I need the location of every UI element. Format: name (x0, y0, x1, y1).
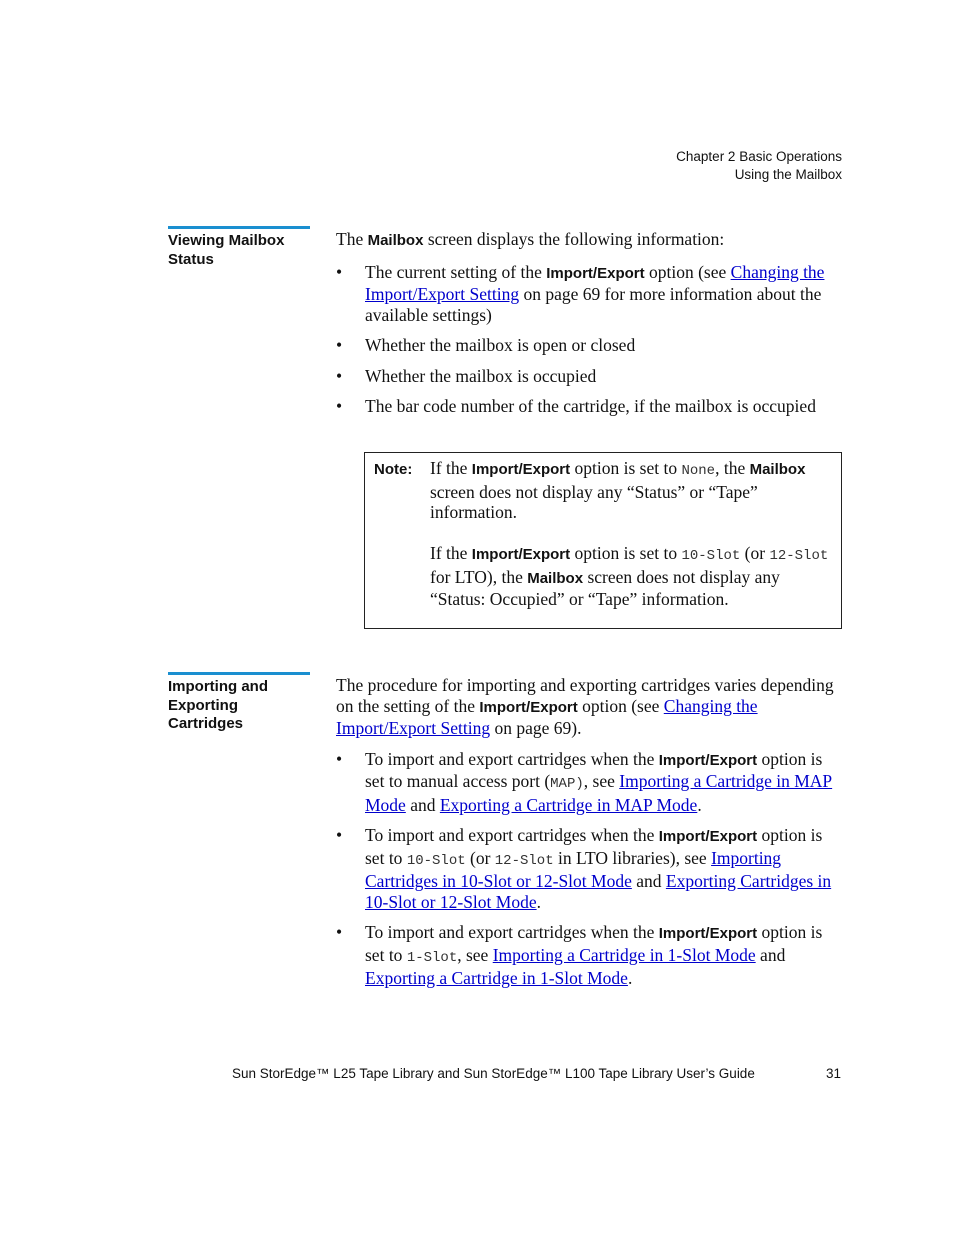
intro-paragraph (336, 229, 846, 252)
text: screen does not display any “Status” or “Tape” information. (430, 481, 758, 522)
text: option (see (577, 695, 664, 716)
text: option is set to manual access port ( (365, 748, 823, 791)
code-value: 12-Slot (769, 548, 829, 564)
bullet-list (336, 262, 846, 417)
note-label: Note: (374, 461, 413, 478)
text: To import and export cartridges when the (365, 748, 659, 769)
text: for LTO), the (430, 566, 528, 587)
text: , see (457, 944, 493, 965)
link-exporting-cartridge-map-mode[interactable]: Exporting a Cartridge in MAP Mode (439, 794, 698, 815)
text: If the (430, 458, 472, 478)
text: and (755, 944, 786, 965)
text: and (405, 794, 440, 815)
text: , the (715, 458, 750, 478)
text: and (631, 871, 666, 891)
text: The bar code number of the cartridge, if the mailbox is occupied (365, 396, 816, 416)
section-title: Using the Mailbox (734, 167, 842, 182)
text: The procedure for importing and exporting cartridges varies depending on the setting of the (336, 675, 834, 716)
text: option is set to (570, 458, 682, 478)
ui-term: Import/Export (658, 828, 758, 845)
text: option is set to (365, 922, 823, 965)
ui-term: Import/Export (471, 546, 571, 563)
code-value: 12-Slot (494, 852, 554, 869)
text: . (627, 968, 633, 988)
ui-term: Mailbox (527, 569, 584, 587)
text: on page 69). (490, 718, 582, 738)
link-importing-cartridge-map-mode[interactable]: Importing a Cartridge in MAP Mode (365, 771, 833, 815)
section-body-importing-exporting (336, 675, 846, 999)
bullet: • (336, 335, 343, 355)
text: screen displays the following information: (423, 229, 725, 249)
bullet: • (336, 261, 343, 282)
text: option is set to (570, 543, 682, 563)
section-heading-importing-exporting-cartridges: Importing and Exporting Cartridges (168, 672, 310, 734)
running-header (676, 148, 842, 184)
text: . (697, 794, 702, 815)
ui-term: Import/Export (471, 461, 571, 478)
list-item (336, 825, 846, 912)
ui-term: Import/Export (479, 698, 578, 716)
text: option (see (644, 261, 731, 282)
bullet: • (336, 922, 343, 942)
code-value: 1-Slot (406, 949, 458, 966)
note-paragraph (430, 543, 835, 610)
text: (or (465, 847, 495, 868)
text: Whether the mailbox is open or closed (365, 335, 636, 355)
code-value: None (681, 463, 716, 479)
note-box (364, 452, 842, 629)
text: Whether the mailbox is occupied (365, 365, 597, 386)
bullet: • (336, 365, 343, 386)
intro-paragraph (336, 675, 846, 739)
text: . (536, 891, 541, 912)
text: in LTO libraries), see (553, 847, 712, 868)
text: screen does not display any “Status: Occupied” or “Tape” information. (430, 566, 780, 609)
ui-term: Import/Export (658, 751, 758, 769)
bullet: • (336, 825, 343, 845)
note-text (430, 458, 835, 610)
ui-term: Mailbox (367, 232, 424, 249)
text: To import and export cartridges when the (365, 825, 659, 845)
list-item (336, 335, 846, 356)
link-importing-cartridges-10-12-slot[interactable]: Importing Cartridges in 10-Slot or 12-Slot Mode (365, 847, 782, 891)
bullet: • (336, 396, 343, 416)
list-item (336, 749, 846, 816)
page-number: 31 (825, 1066, 841, 1081)
text: on page 69 for more information about the available settings) (365, 284, 822, 325)
text: (or (740, 543, 770, 563)
text: , see (583, 771, 620, 791)
section-body-viewing-mailbox-status (336, 229, 846, 427)
link-changing-import-export-setting[interactable]: Changing the Import/Export Setting (365, 261, 825, 304)
text: If the (430, 543, 472, 563)
chapter-title: Chapter 2 Basic Operations (676, 149, 842, 164)
text: option is set to (365, 825, 823, 868)
section-heading-viewing-mailbox-status: Viewing Mailbox Status (168, 226, 310, 269)
link-importing-cartridge-1-slot[interactable]: Importing a Cartridge in 1-Slot Mode (492, 944, 756, 965)
link-exporting-cartridge-1-slot[interactable]: Exporting a Cartridge in 1-Slot Mode (365, 968, 628, 988)
text: The (336, 229, 368, 249)
code-value: MAP) (550, 776, 584, 792)
ui-term: Import/Export (546, 264, 645, 282)
list-item (336, 922, 846, 989)
code-value: 10-Slot (406, 852, 466, 869)
list-item (336, 396, 846, 417)
code-value: 10-Slot (681, 548, 741, 564)
ui-term: Import/Export (658, 925, 758, 942)
link-exporting-cartridges-10-12-slot[interactable]: Exporting Cartridges in 10-Slot or 12-Slot Mode (365, 871, 832, 912)
text: The current setting of the (365, 261, 547, 282)
note-paragraph (430, 458, 835, 523)
bullet: • (336, 748, 343, 769)
bullet-list (336, 749, 846, 989)
list-item (336, 262, 846, 326)
text: To import and export cartridges when the (365, 922, 659, 942)
footer-title: Sun StorEdge™ L25 Tape Library and Sun StorEdge™ L100 Tape Library User’s Guide (232, 1066, 755, 1081)
link-changing-import-export-setting[interactable]: Changing the Import/Export Setting (336, 695, 758, 738)
list-item (336, 366, 846, 387)
page-footer (232, 1066, 841, 1081)
ui-term: Mailbox (749, 461, 806, 478)
